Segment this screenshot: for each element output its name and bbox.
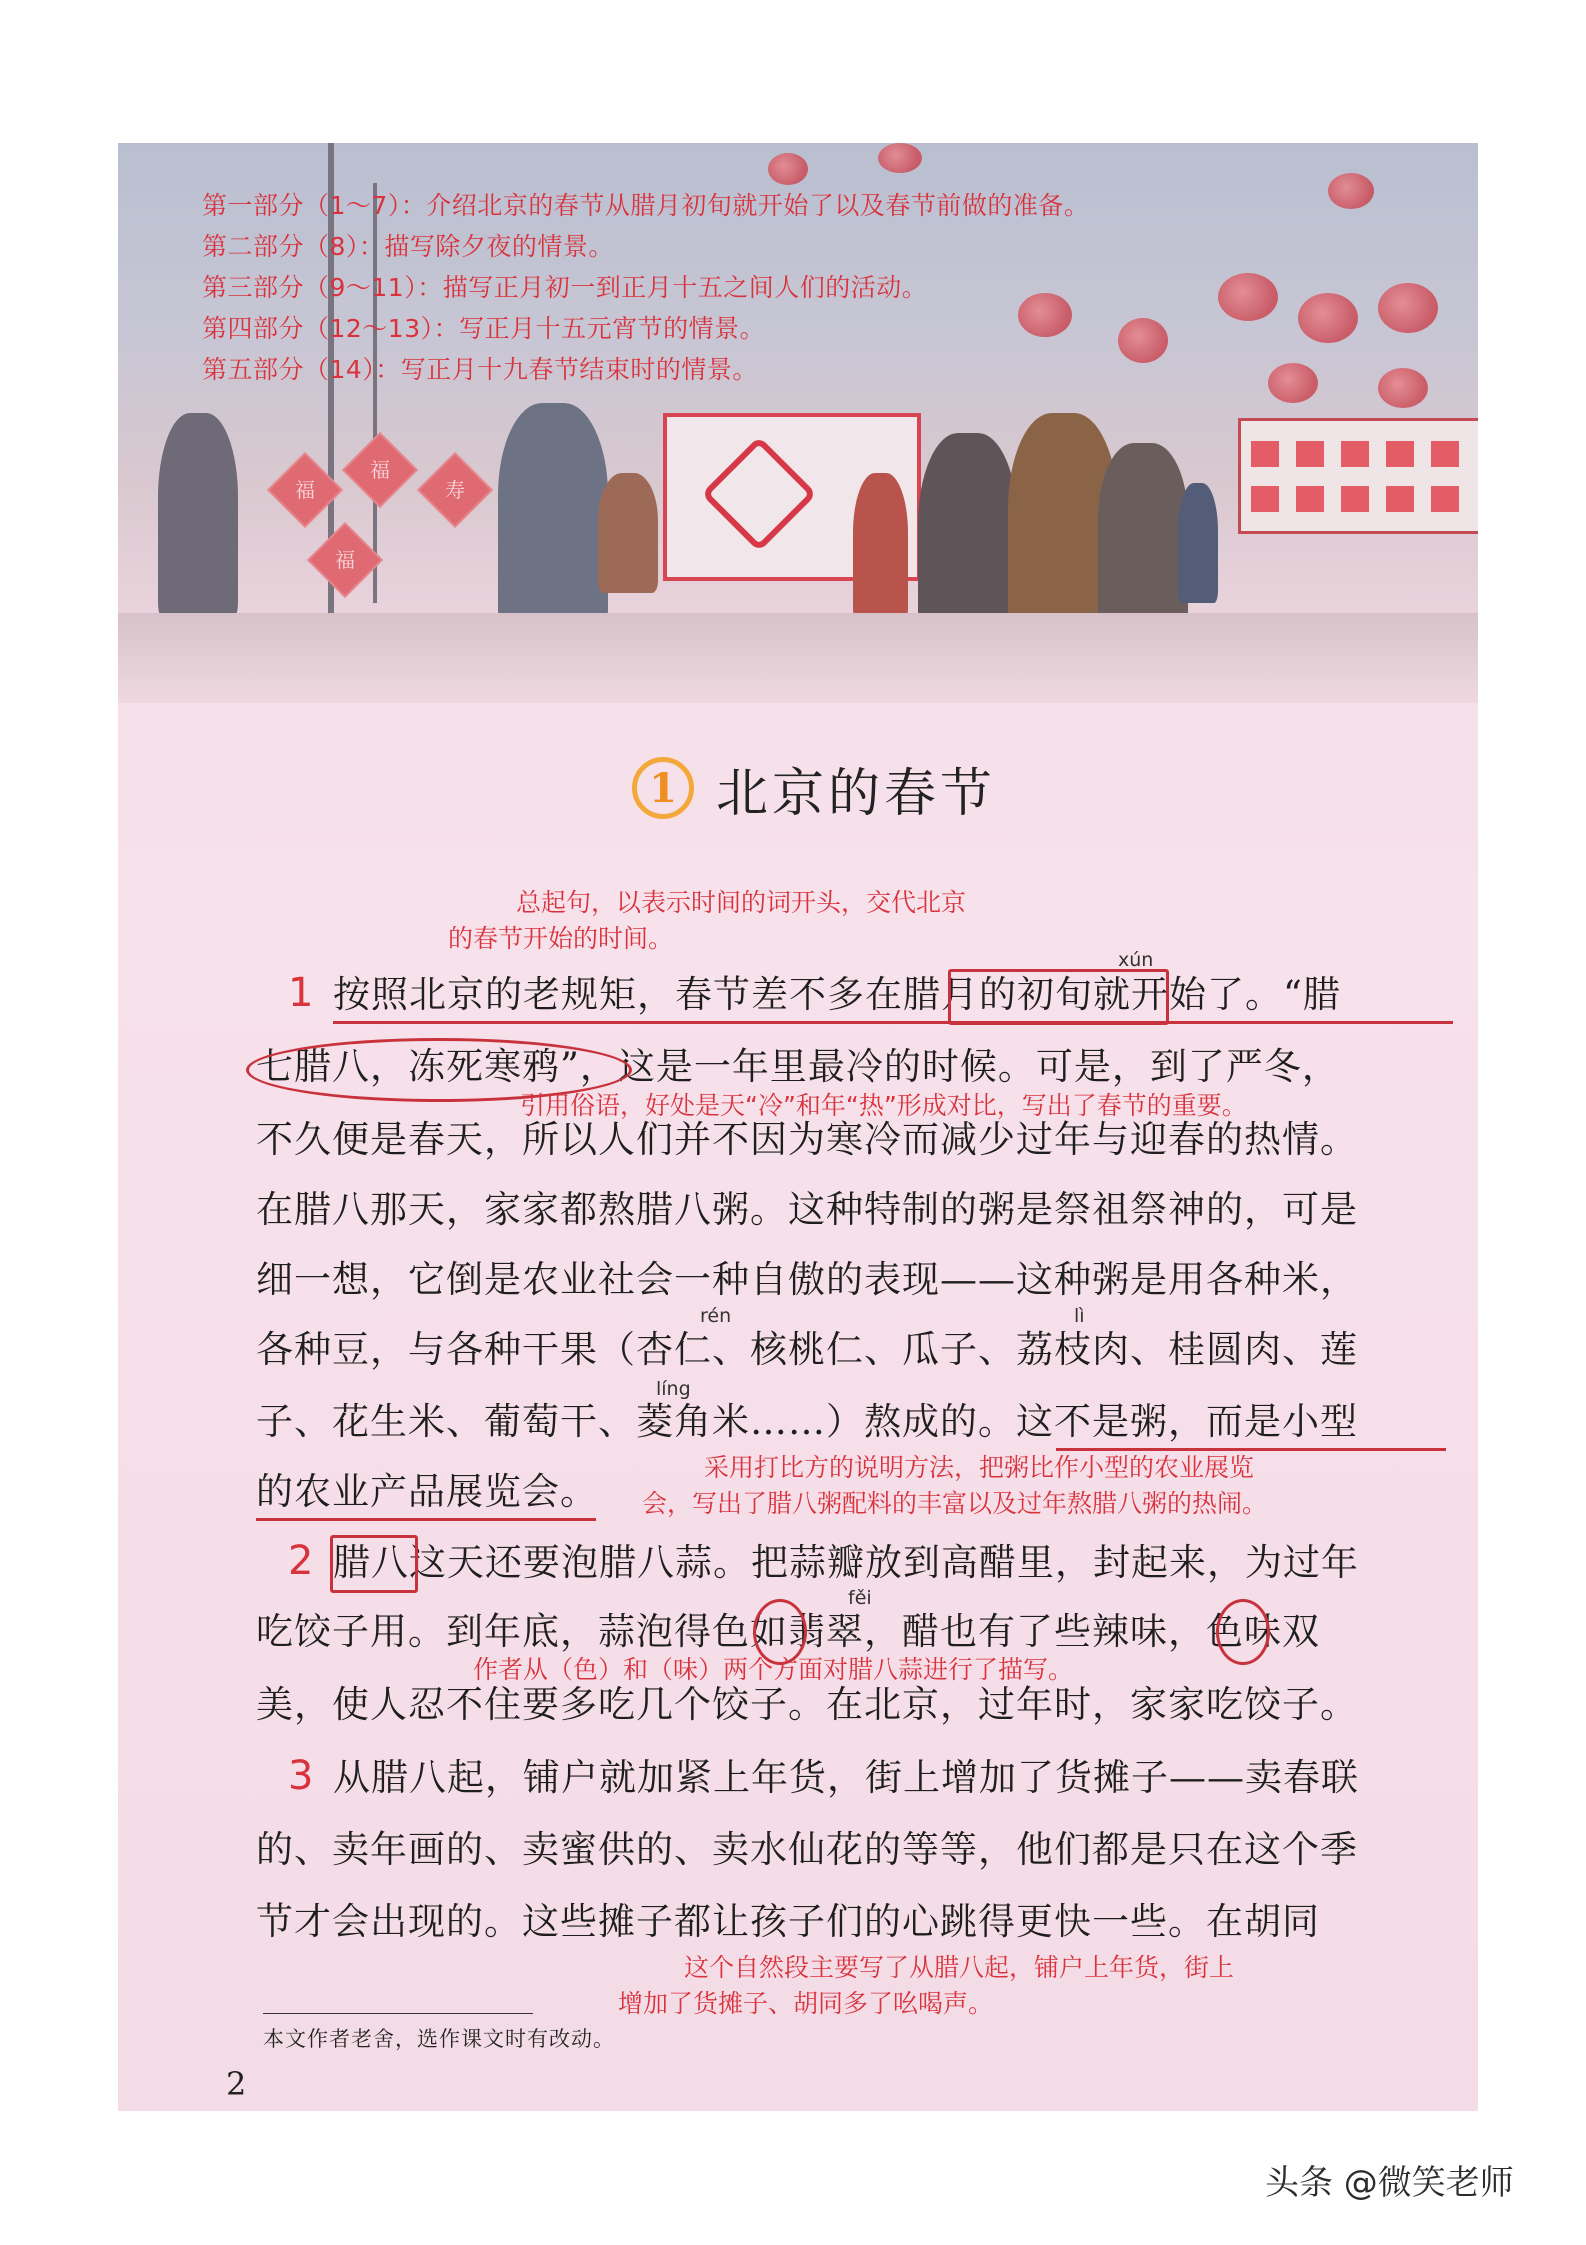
footnote: 本文作者老舍，选作课文时有改动。	[263, 2027, 615, 2051]
person-figure	[598, 473, 658, 593]
pinyin-annotation: lì	[1074, 1305, 1085, 1327]
lantern	[1298, 293, 1358, 343]
fu-character-icon: 福	[267, 452, 343, 528]
text-line: 吃饺子用。到年底，蒜泡得色如翡翠，醋也有了些辣味，色味双	[256, 1610, 1320, 1653]
person-figure	[158, 413, 238, 623]
highlight-box	[330, 1535, 418, 1593]
text-line: 七腊八，冻死寒鸦”，这是一年里最冷的时候。可是，到了严冬，	[256, 1045, 1340, 1088]
text-line: 子、花生米、葡萄干、菱角米……）熬成的。这不是粥，而是小型	[256, 1400, 1358, 1443]
text-line: 美，使人忍不住要多吃几个饺子。在北京，过年时，家家吃饺子。	[256, 1683, 1358, 1726]
text-line: 腊八这天还要泡腊八蒜。把蒜瓣放到高醋里，封起来，为过年	[333, 1541, 1359, 1584]
paragraph-number: 3	[288, 1753, 314, 1799]
pinyin-annotation: xún	[1118, 949, 1154, 971]
annotation-note: 会，写出了腊八粥配料的丰富以及过年熬腊八粥的热闹。	[642, 1489, 1268, 1518]
annotation-note: 采用打比方的说明方法，把粥比作小型的农业展览	[704, 1453, 1255, 1482]
textbook-page	[118, 143, 1478, 2111]
pinyin-annotation: fěi	[848, 1587, 872, 1609]
lantern	[1268, 363, 1318, 403]
pinyin-annotation: rén	[700, 1305, 732, 1327]
lantern	[768, 153, 808, 185]
outline-part-5: 第五部分（14）：写正月十九春节结束时的情景。	[202, 355, 758, 384]
lantern	[1378, 283, 1438, 333]
lantern	[1328, 173, 1374, 209]
lesson-heading	[632, 743, 996, 833]
annotation-note: 作者从（色）和（味）两个方面对腊八蒜进行了描写。	[473, 1655, 1074, 1684]
lesson-title: 北京的春节	[716, 763, 997, 824]
outline-part-2: 第二部分（8）：描写除夕夜的情景。	[202, 232, 614, 261]
text-line: 按照北京的老规矩，春节差不多在腊月的初旬就开始了。“腊	[333, 973, 1341, 1016]
child-figure	[1178, 483, 1218, 603]
lantern	[1118, 318, 1168, 363]
outline-part-1: 第一部分（1～7）：介绍北京的春节从腊月初旬就开始了以及春节前做的准备。	[202, 191, 1090, 220]
text-line: 在腊八那天，家家都熬腊八粥。这种特制的粥是祭祖祭神的，可是	[256, 1188, 1358, 1231]
pinyin-annotation: líng	[656, 1378, 691, 1400]
lantern	[878, 143, 922, 173]
text-line: 从腊八起，铺户就加紧上年货，街上增加了货摊子——卖春联	[333, 1756, 1359, 1799]
underline-mark	[1056, 1448, 1446, 1451]
page-number: 2	[226, 2065, 247, 2103]
fu-character-icon: 福	[342, 432, 418, 508]
annotation-note: 引用俗语，好处是天“冷”和年“热”形成对比，写出了春节的重要。	[520, 1091, 1247, 1120]
lesson-number-badge: 1	[632, 757, 694, 819]
person-figure	[498, 403, 608, 633]
outline-part-3: 第三部分（9～11）：描写正月初一到正月十五之间人们的活动。	[202, 273, 928, 302]
person-figure	[1098, 443, 1188, 633]
highlight-box	[948, 969, 1169, 1025]
lantern	[1218, 273, 1278, 321]
underline-mark	[256, 1518, 596, 1521]
annotation-note: 的春节开始的时间。	[448, 924, 674, 953]
text-line: 的、卖年画的、卖蜜供的、卖水仙花的等等，他们都是只在这个季	[256, 1828, 1358, 1871]
fu-character-icon: 寿	[417, 452, 493, 528]
text-line: 各种豆，与各种干果（杏仁、核桃仁、瓜子、荔枝肉、桂圆肉、莲	[256, 1328, 1358, 1371]
outline-part-4: 第四部分（12～13）：写正月十五元宵节的情景。	[202, 314, 766, 343]
text-line: 细一想，它倒是农业社会一种自傲的表现——这种粥是用各种米，	[256, 1258, 1358, 1301]
paragraph-number: 1	[288, 970, 314, 1016]
paragraph-number: 2	[288, 1538, 314, 1584]
circle-mark	[1216, 1599, 1270, 1665]
annotation-note: 增加了货摊子、胡同多了吆喝声。	[618, 1989, 994, 2018]
text-line: 节才会出现的。这些摊子都让孩子们的心跳得更快一些。在胡同	[256, 1900, 1320, 1943]
ground	[118, 613, 1478, 703]
footnote-rule	[263, 2013, 533, 2014]
text-line: 不久便是春天，所以人们并不因为寒冷而减少过年与迎春的热情。	[256, 1118, 1358, 1161]
fu-character-icon: 福	[307, 522, 383, 598]
watermark: 头条 @微笑老师	[1265, 2163, 1514, 2203]
child-figure	[853, 473, 908, 623]
section-outline	[202, 185, 1089, 390]
annotation-note: 这个自然段主要写了从腊八起，铺户上年货，街上	[684, 1953, 1235, 1982]
lantern	[1378, 368, 1428, 408]
text-line: 的农业产品展览会。	[256, 1470, 598, 1513]
stall-display	[1238, 418, 1478, 534]
spring-festival-illustration	[118, 143, 1478, 703]
annotation-note: 总起句，以表示时间的词开头，交代北京	[516, 888, 967, 917]
underline-mark	[333, 1021, 1453, 1024]
